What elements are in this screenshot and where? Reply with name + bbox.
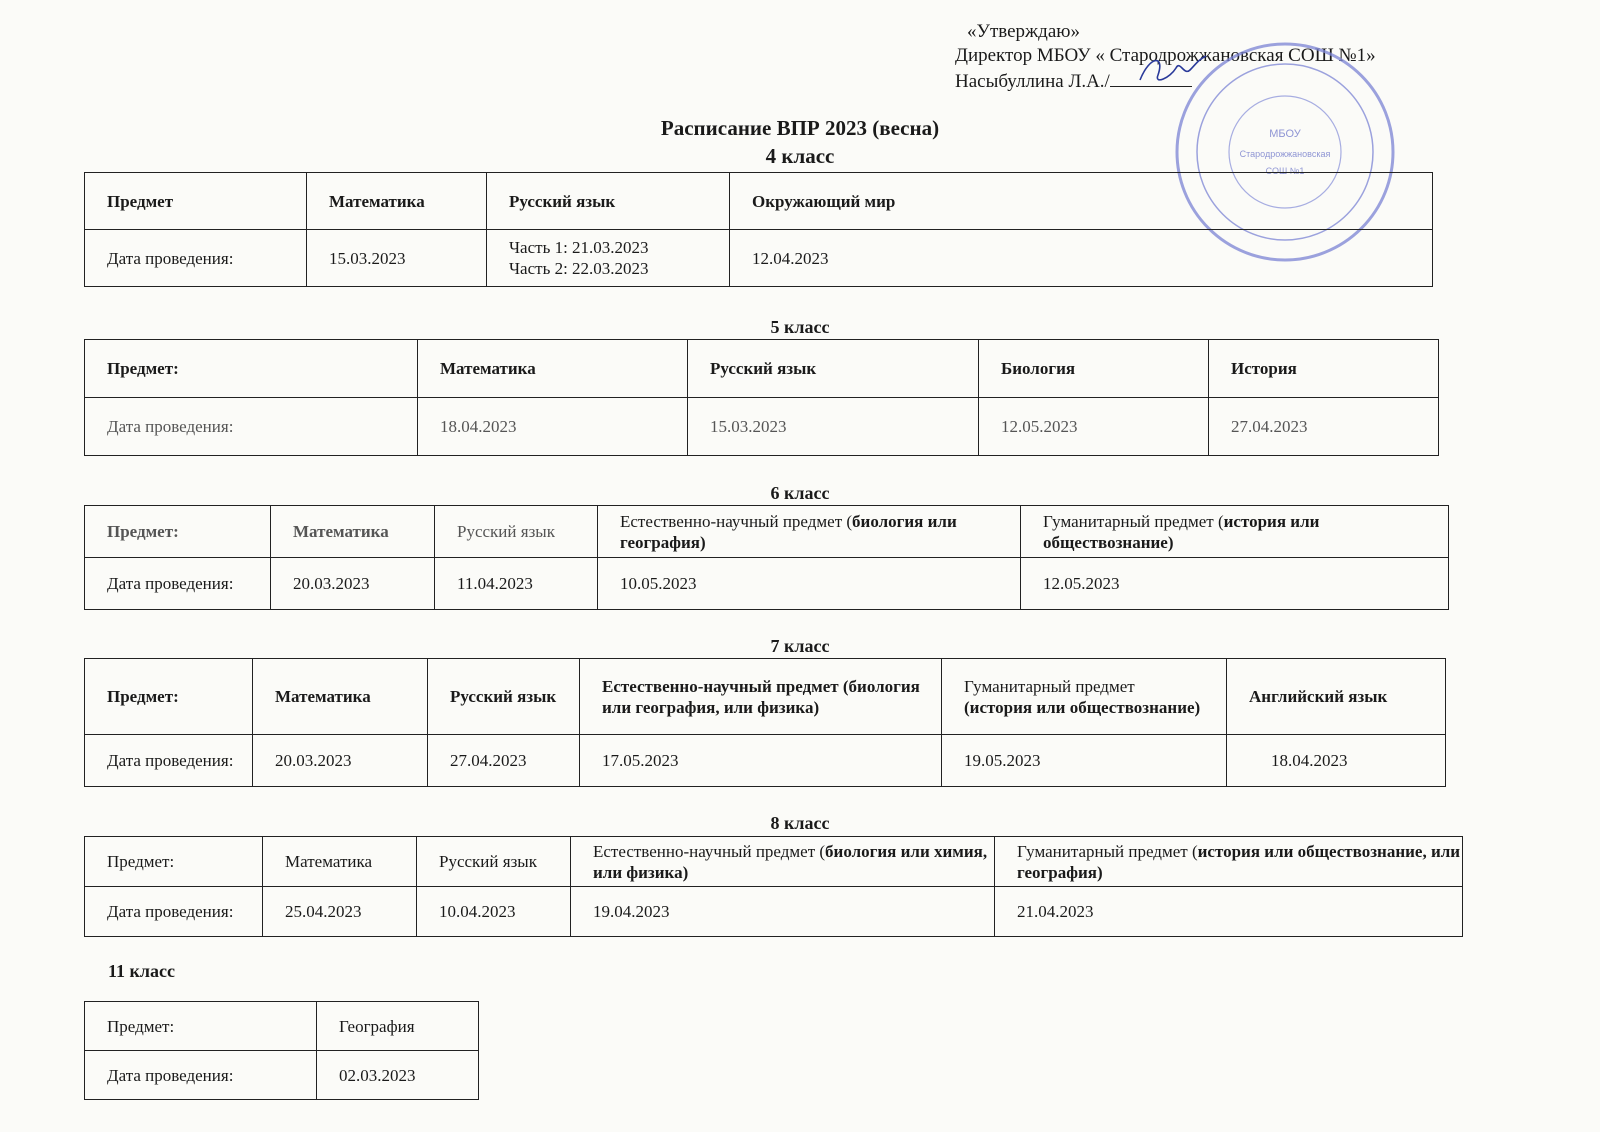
date-cell: 21.04.2023	[995, 887, 1463, 937]
header-cell: Русский язык	[435, 506, 598, 558]
header-cell	[571, 837, 995, 887]
date-cell: 18.04.2023	[1227, 735, 1446, 787]
table-row	[85, 659, 1446, 735]
header-cell: Предмет:	[85, 1002, 317, 1051]
row-label: Дата проведения:	[85, 558, 271, 610]
header-cell: География	[317, 1002, 479, 1051]
approval-name: Насыбуллина Л.А./	[955, 71, 1110, 92]
header-cell: Русский язык	[487, 173, 730, 230]
header-bold: история или обществознание, или география)	[1017, 841, 1461, 882]
grade8-table	[84, 836, 1463, 937]
header-plain: Гуманитарный предмет	[964, 676, 1135, 696]
header-cell: Естественно-научный предмет (биология или география, или физика)	[580, 659, 942, 735]
header-cell: Предмет:	[85, 837, 263, 887]
grade8-title: 8 класс	[770, 813, 830, 833]
table-row	[85, 173, 1433, 230]
table-row	[85, 398, 1439, 456]
header-cell: Русский язык	[688, 340, 979, 398]
header-cell: Русский язык	[417, 837, 571, 887]
header-cell: История	[1209, 340, 1439, 398]
date-cell: 10.05.2023	[598, 558, 1021, 610]
part1-date: Часть 1: 21.03.2023	[509, 238, 649, 257]
row-label: Дата проведения:	[85, 398, 418, 456]
table-row	[85, 558, 1449, 610]
header-cell: Математика	[307, 173, 487, 230]
header-bold: (история или обществознание)	[964, 697, 1201, 717]
grade7-table	[84, 658, 1446, 787]
date-cell: 11.04.2023	[435, 558, 598, 610]
table-row	[85, 340, 1439, 398]
table-row	[85, 506, 1449, 558]
stamp-text-top: МБОУ	[1269, 128, 1301, 140]
header-cell: Биология	[979, 340, 1209, 398]
date-cell: 10.04.2023	[417, 887, 571, 937]
header-cell: Предмет:	[85, 659, 253, 735]
grade11-table	[84, 1001, 479, 1100]
stamp-text-mid: Стародрожжановская	[1239, 149, 1331, 159]
grade7-title: 7 класс	[770, 636, 830, 656]
grade5-table	[84, 339, 1439, 456]
row-label: Дата проведения:	[85, 230, 307, 287]
header-cell: Английский язык	[1227, 659, 1446, 735]
date-cell: 02.03.2023	[317, 1051, 479, 1100]
date-cell: 20.03.2023	[271, 558, 435, 610]
header-cell: Математика	[263, 837, 417, 887]
header-plain: Гуманитарный предмет (	[1043, 511, 1224, 531]
header-cell: Математика	[271, 506, 435, 558]
date-cell: 25.04.2023	[263, 887, 417, 937]
table-row	[85, 837, 1463, 887]
approval-heading: «Утверждаю»	[967, 21, 1080, 42]
header-cell: Математика	[253, 659, 428, 735]
grade6-table	[84, 505, 1449, 610]
table-row	[85, 230, 1433, 287]
grade5-title: 5 класс	[770, 317, 830, 337]
header-cell	[1021, 506, 1449, 558]
header-plain: Гуманитарный предмет (	[1017, 841, 1198, 861]
header-cell: Предмет	[85, 173, 307, 230]
page-title: Расписание ВПР 2023 (весна)	[660, 116, 940, 140]
date-cell: 19.05.2023	[942, 735, 1227, 787]
header-cell: Предмет:	[85, 340, 418, 398]
date-cell: 15.03.2023	[688, 398, 979, 456]
grade11-title: 11 класс	[108, 961, 175, 981]
row-label: Дата проведения:	[85, 887, 263, 937]
stamp-text-bot: СОШ №1	[1265, 166, 1305, 176]
date-cell: 18.04.2023	[418, 398, 688, 456]
header-bold: биология или химия, или физика)	[593, 841, 988, 882]
header-bold: биология или география)	[620, 511, 957, 552]
date-cell: 27.04.2023	[1209, 398, 1439, 456]
header-cell	[995, 837, 1463, 887]
grade4-table	[84, 172, 1433, 287]
header-plain: Естественно-научный предмет (	[593, 841, 826, 861]
date-cell: 27.04.2023	[428, 735, 580, 787]
table-row	[85, 887, 1463, 937]
grade4-title: 4 класс	[765, 144, 835, 168]
table-row	[85, 1051, 479, 1100]
grade6-title: 6 класс	[770, 483, 830, 503]
row-label: Дата проведения:	[85, 735, 253, 787]
header-cell: Окружающий мир	[730, 173, 1433, 230]
table-row	[85, 1002, 479, 1051]
table-row	[85, 735, 1446, 787]
date-cell: 12.05.2023	[979, 398, 1209, 456]
row-label: Дата проведения:	[85, 1051, 317, 1100]
approval-director: Директор МБОУ « Стародрожжановская СОШ №1»	[955, 45, 1376, 66]
header-plain: Естественно-научный предмет (	[620, 511, 853, 531]
header-cell	[598, 506, 1021, 558]
date-cell: 12.05.2023	[1021, 558, 1449, 610]
date-cell: 17.05.2023	[580, 735, 942, 787]
date-cell: 20.03.2023	[253, 735, 428, 787]
header-cell: Математика	[418, 340, 688, 398]
date-cell: 15.03.2023	[307, 230, 487, 287]
date-cell	[487, 230, 730, 287]
date-cell: 19.04.2023	[571, 887, 995, 937]
header-cell: Русский язык	[428, 659, 580, 735]
date-cell: 12.04.2023	[730, 230, 1433, 287]
header-bold: история или обществознание)	[1043, 511, 1320, 552]
header-cell: Предмет:	[85, 506, 271, 558]
part2-date: Часть 2: 22.03.2023	[509, 259, 649, 278]
header-cell	[942, 659, 1227, 735]
